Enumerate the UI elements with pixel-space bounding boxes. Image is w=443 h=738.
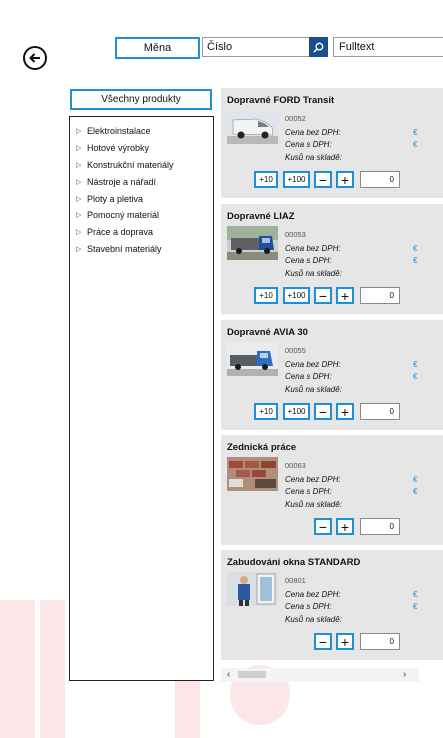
currency-symbol: € bbox=[413, 602, 418, 611]
category-item[interactable] bbox=[70, 207, 213, 224]
chevron-right-icon: ▷ bbox=[76, 128, 82, 136]
price-incl-vat-label: Cena s DPH: bbox=[285, 372, 332, 381]
all-products-button[interactable] bbox=[70, 89, 212, 110]
quantity-input[interactable] bbox=[360, 287, 400, 304]
chevron-right-icon: ▷ bbox=[76, 161, 82, 169]
product-title: Dopravné AVIA 30 bbox=[227, 327, 308, 338]
add-10-label: +10 bbox=[259, 291, 273, 300]
product-title: Dopravné LIAZ bbox=[227, 211, 295, 222]
add-100-label: +100 bbox=[287, 175, 306, 184]
search-button[interactable] bbox=[309, 37, 328, 57]
add-100-label: +100 bbox=[287, 407, 306, 416]
search-input-value: Číslo bbox=[207, 41, 233, 53]
increment-button[interactable] bbox=[336, 518, 354, 535]
product-card bbox=[221, 88, 443, 198]
chevron-right-icon: ▷ bbox=[76, 145, 82, 153]
all-products-label: Všechny produkty bbox=[101, 94, 181, 105]
add-10-button[interactable] bbox=[254, 287, 278, 304]
product-code: 00063 bbox=[285, 461, 306, 470]
search-icon bbox=[313, 42, 324, 53]
scroll-right-icon[interactable]: › bbox=[403, 669, 407, 680]
minus-icon: − bbox=[318, 633, 328, 650]
category-item[interactable] bbox=[70, 224, 213, 241]
quantity-input[interactable] bbox=[360, 403, 400, 420]
in-stock-label: Kusů na skladě: bbox=[285, 615, 342, 624]
category-item[interactable] bbox=[70, 123, 213, 140]
price-excl-vat-label: Cena bez DPH: bbox=[285, 475, 341, 484]
category-item[interactable] bbox=[70, 241, 213, 258]
product-card bbox=[221, 204, 443, 314]
category-label: Elektroinstalace bbox=[87, 126, 151, 137]
quantity-value: 0 bbox=[389, 175, 394, 184]
product-title: Dopravné FORD Transit bbox=[227, 95, 335, 106]
plus-icon: + bbox=[340, 518, 350, 535]
product-card bbox=[221, 320, 443, 430]
product-code: 00055 bbox=[285, 346, 306, 355]
category-label: Práce a doprava bbox=[87, 227, 154, 238]
decrement-button[interactable] bbox=[314, 287, 332, 304]
chevron-right-icon: ▷ bbox=[76, 245, 82, 253]
price-incl-vat-label: Cena s DPH: bbox=[285, 487, 332, 496]
increment-button[interactable] bbox=[336, 633, 354, 650]
add-10-label: +10 bbox=[259, 407, 273, 416]
add-100-button[interactable] bbox=[283, 287, 310, 304]
back-button[interactable] bbox=[23, 46, 47, 70]
product-list bbox=[221, 88, 443, 671]
currency-symbol: € bbox=[413, 140, 418, 149]
add-10-button[interactable] bbox=[254, 171, 278, 188]
currency-symbol: € bbox=[413, 256, 418, 265]
truck-photo-icon bbox=[227, 226, 278, 260]
plus-icon: + bbox=[340, 403, 350, 420]
product-card bbox=[221, 435, 443, 545]
add-100-button[interactable] bbox=[283, 403, 310, 420]
in-stock-label: Kusů na skladě: bbox=[285, 269, 342, 278]
chevron-right-icon: ▷ bbox=[76, 212, 82, 220]
decrement-button[interactable] bbox=[314, 171, 332, 188]
price-excl-vat-label: Cena bez DPH: bbox=[285, 360, 341, 369]
currency-symbol: € bbox=[413, 372, 418, 381]
decrement-button[interactable] bbox=[314, 518, 332, 535]
scrollbar-thumb[interactable] bbox=[238, 671, 266, 678]
plus-icon: + bbox=[340, 633, 350, 650]
in-stock-label: Kusů na skladě: bbox=[285, 500, 342, 509]
plus-icon: + bbox=[340, 171, 350, 188]
price-incl-vat-label: Cena s DPH: bbox=[285, 140, 332, 149]
minus-icon: − bbox=[318, 403, 328, 420]
quantity-value: 0 bbox=[389, 637, 394, 646]
category-item[interactable] bbox=[70, 190, 213, 207]
price-incl-vat-label: Cena s DPH: bbox=[285, 256, 332, 265]
truck-photo-icon bbox=[227, 342, 278, 376]
plus-icon: + bbox=[340, 287, 350, 304]
category-label: Nástroje a nářadí bbox=[87, 176, 157, 187]
arrow-left-icon bbox=[28, 51, 42, 65]
currency-symbol: € bbox=[413, 590, 418, 599]
van-photo-icon bbox=[227, 110, 278, 144]
chevron-right-icon: ▷ bbox=[76, 178, 82, 186]
currency-symbol: € bbox=[413, 360, 418, 369]
in-stock-label: Kusů na skladě: bbox=[285, 153, 342, 162]
product-code: 00801 bbox=[285, 576, 306, 585]
product-card bbox=[221, 550, 443, 660]
product-code: 00052 bbox=[285, 114, 306, 123]
currency-symbol: € bbox=[413, 128, 418, 137]
currency-symbol: € bbox=[413, 475, 418, 484]
decrement-button[interactable] bbox=[314, 633, 332, 650]
minus-icon: − bbox=[318, 171, 328, 188]
category-label: Konstrukční materiály bbox=[87, 159, 174, 170]
category-label: Hotové výrobky bbox=[87, 143, 150, 154]
add-100-label: +100 bbox=[287, 291, 306, 300]
bricks-photo-icon bbox=[227, 457, 278, 491]
increment-button[interactable] bbox=[336, 171, 354, 188]
increment-button[interactable] bbox=[336, 403, 354, 420]
search-input[interactable] bbox=[202, 37, 312, 57]
window-photo-icon bbox=[227, 572, 278, 606]
category-panel bbox=[69, 116, 214, 681]
chevron-right-icon: ▷ bbox=[76, 195, 82, 203]
currency-symbol: € bbox=[413, 244, 418, 253]
add-100-button[interactable] bbox=[283, 171, 310, 188]
add-10-button[interactable] bbox=[254, 403, 278, 420]
currency-button[interactable] bbox=[115, 37, 200, 59]
search-mode-value: Fulltext bbox=[339, 41, 375, 53]
category-label: Ploty a pletiva bbox=[87, 193, 144, 204]
category-label: Pomocný materiál bbox=[87, 210, 160, 221]
product-title: Zabudování okna STANDARD bbox=[227, 557, 361, 568]
add-10-label: +10 bbox=[259, 175, 273, 184]
product-code: 00053 bbox=[285, 230, 306, 239]
chevron-right-icon: ▷ bbox=[76, 229, 82, 237]
category-item[interactable] bbox=[70, 173, 213, 190]
quantity-input[interactable] bbox=[360, 518, 400, 535]
price-incl-vat-label: Cena s DPH: bbox=[285, 602, 332, 611]
quantity-value: 0 bbox=[389, 522, 394, 531]
price-excl-vat-label: Cena bez DPH: bbox=[285, 244, 341, 253]
price-excl-vat-label: Cena bez DPH: bbox=[285, 128, 341, 137]
scroll-left-icon[interactable]: ‹ bbox=[227, 669, 231, 680]
increment-button[interactable] bbox=[336, 287, 354, 304]
quantity-input[interactable] bbox=[360, 633, 400, 650]
minus-icon: − bbox=[318, 287, 328, 304]
minus-icon: − bbox=[318, 518, 328, 535]
price-excl-vat-label: Cena bez DPH: bbox=[285, 590, 341, 599]
quantity-value: 0 bbox=[389, 407, 394, 416]
product-title: Zednická práce bbox=[227, 442, 297, 453]
search-mode-select[interactable] bbox=[333, 37, 443, 57]
category-label: Stavební materiály bbox=[87, 243, 162, 254]
decrement-button[interactable] bbox=[314, 403, 332, 420]
quantity-input[interactable] bbox=[360, 171, 400, 188]
currency-symbol: € bbox=[413, 487, 418, 496]
in-stock-label: Kusů na skladě: bbox=[285, 385, 342, 394]
currency-button-label: Měna bbox=[143, 42, 172, 54]
category-item[interactable] bbox=[70, 140, 213, 157]
horizontal-scrollbar[interactable] bbox=[221, 668, 419, 682]
category-item[interactable] bbox=[70, 157, 213, 174]
quantity-value: 0 bbox=[389, 291, 394, 300]
